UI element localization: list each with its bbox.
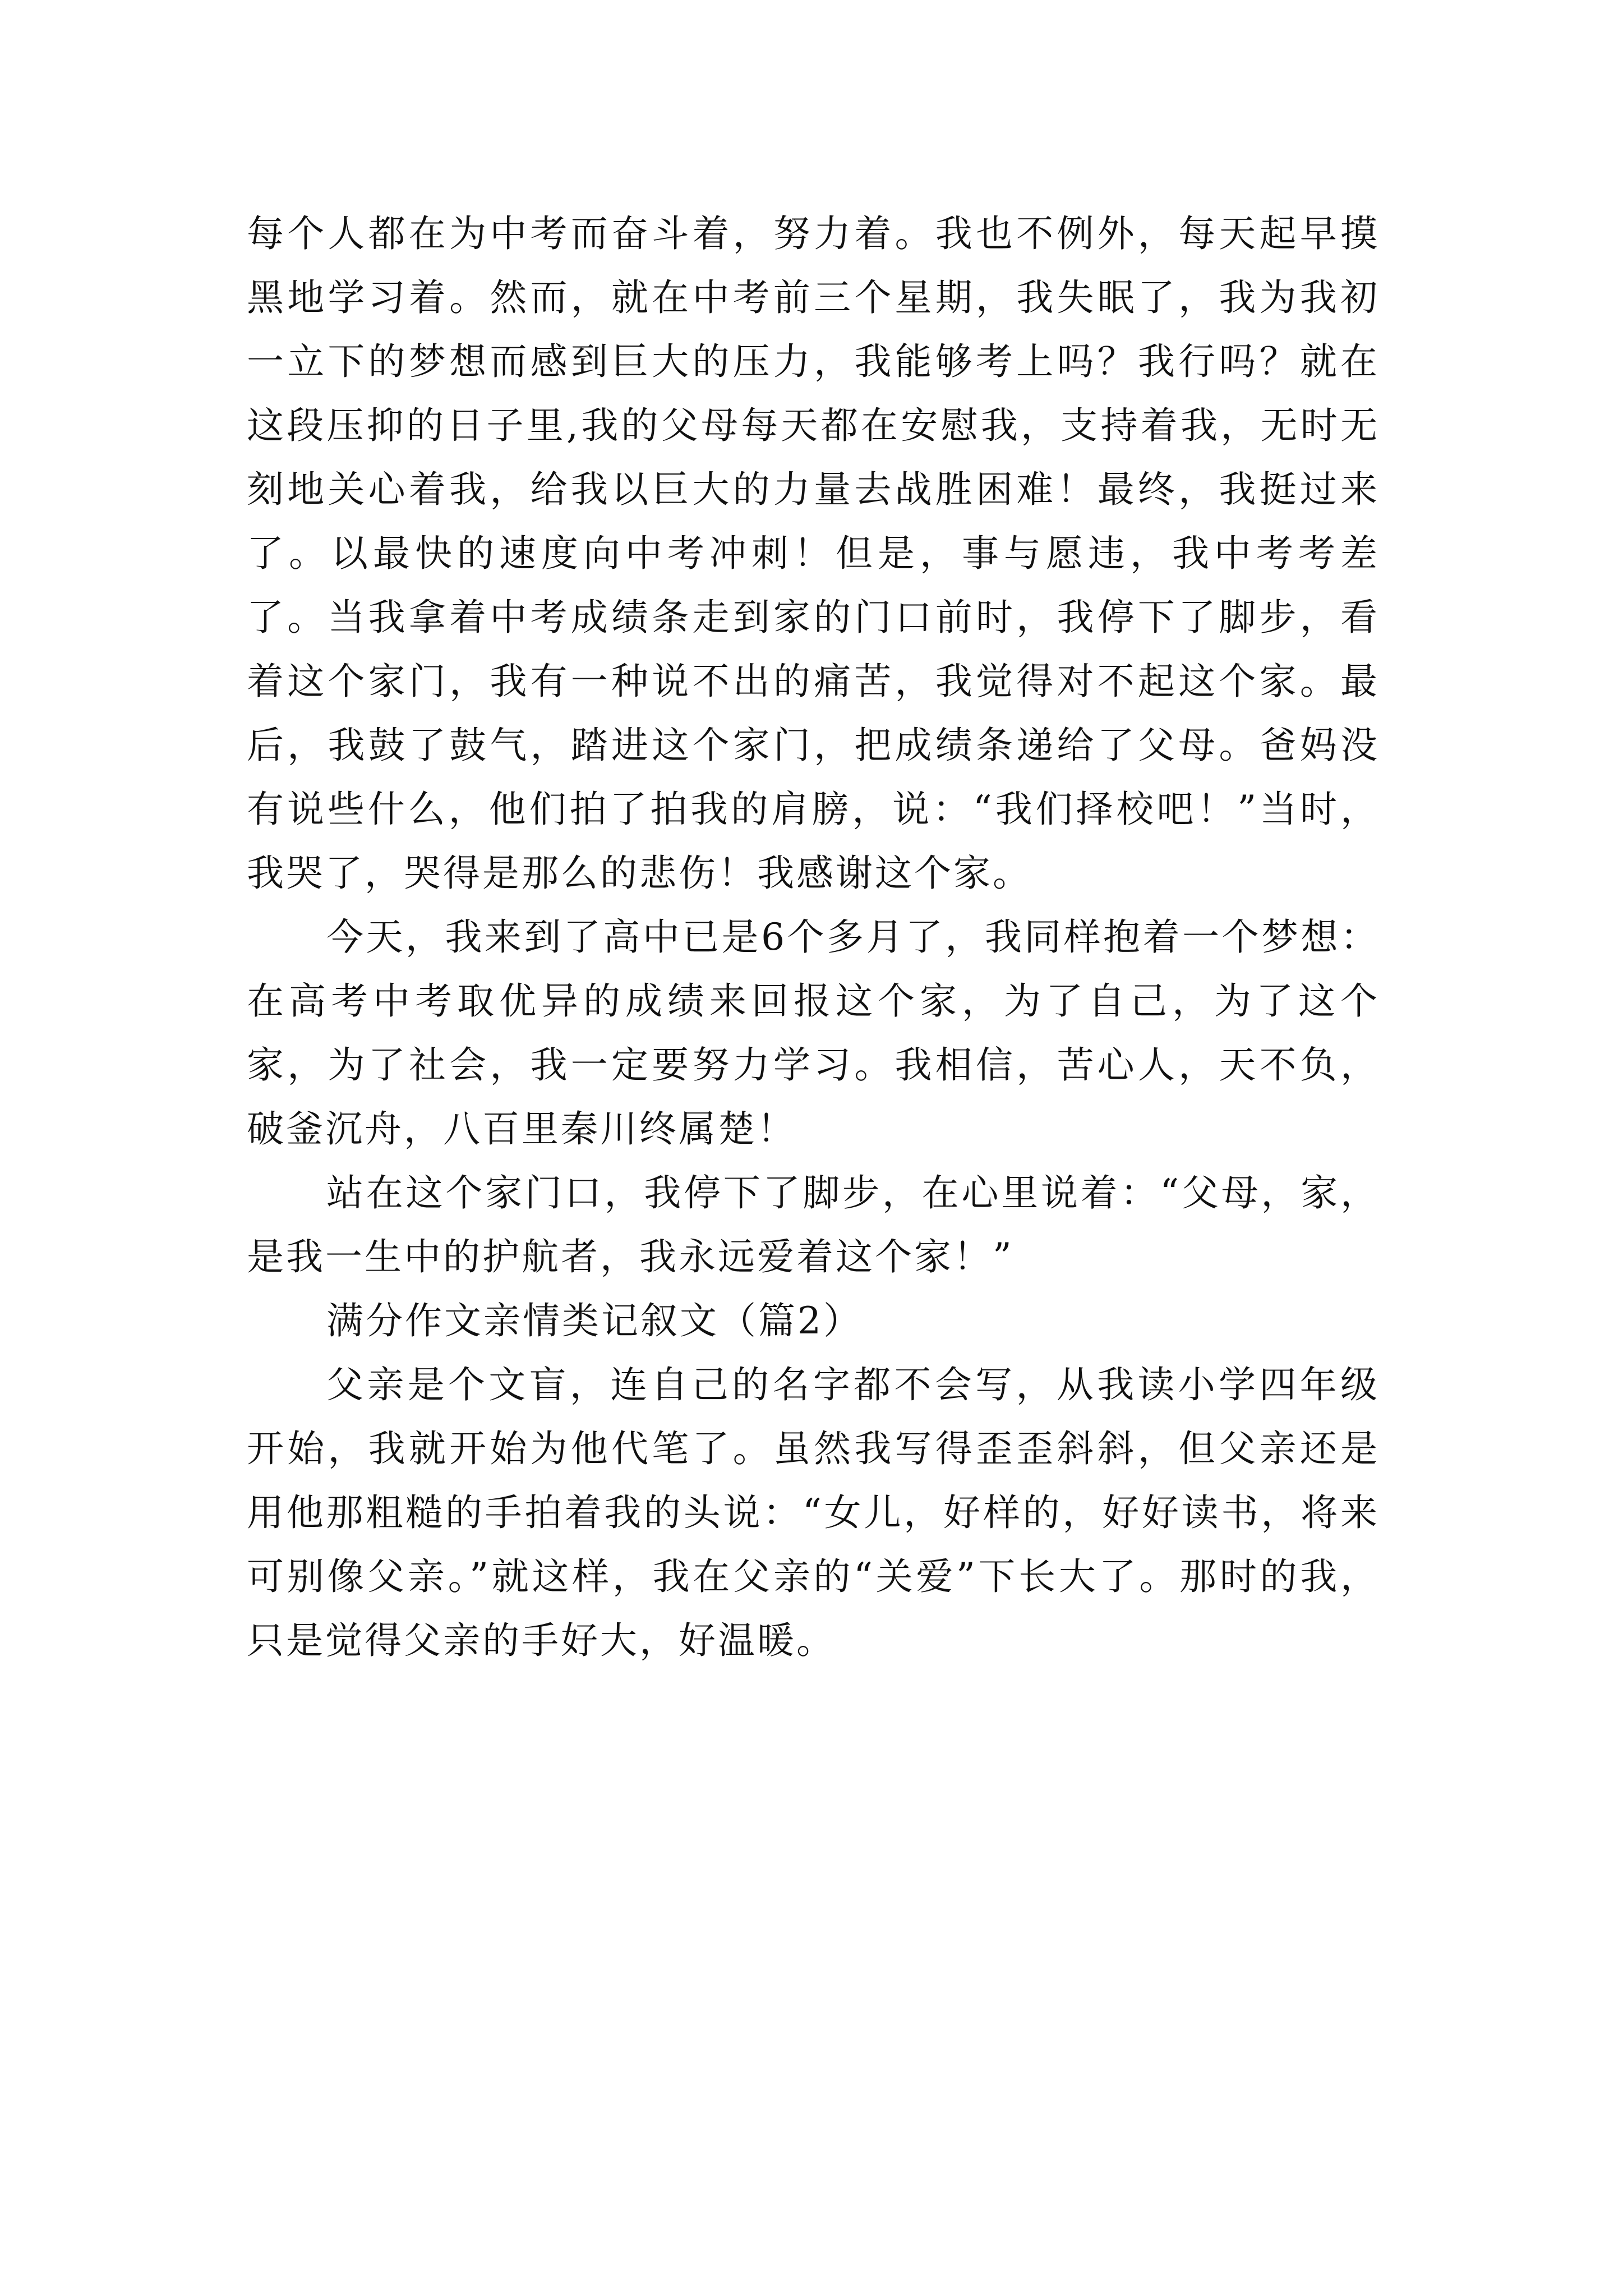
paragraph: 父亲是个文盲，连自己的名字都不会写，从我读小学四年级开始，我就开始为他代笔了。虽然我写得歪歪斜斜，但父亲还是用他那粗糙的手拍着我的头说：“女儿，好样的，好好读书，将来可别像父亲。”就这样，我在父亲的“关爱”下长大了。那时的我，只是觉得父亲的手好大，好温暖。	[247, 1363, 1380, 1662]
paragraph: 站在这个家门口，我停下了脚步，在心里说着：“父母，家，是我一生中的护航者，我永远爱着这个家！”	[247, 1171, 1380, 1278]
section-heading: 满分作文亲情类记叙文（篇2）	[326, 1299, 863, 1342]
paragraph: 每个人都在为中考而奋斗着，努力着。我也不例外，每天起早摸黑地学习着。然而，就在中考前三个星期，我失眠了，我为我初一立下的梦想而感到巨大的压力，我能够考上吗？我行吗？就在这段压抑的日子里,我的父母每天都在安慰我，支持着我，无时无刻地关心着我，给我以巨大的力量去战胜困难！最终，我挺过来了。以最快的速度向中考冲刺！但是，事与愿违，我中考考差了。当我拿着中考成绩条走到家的门口前时，我停下了脚步，看着这个家门，我有一种说不出的痛苦，我觉得对不起这个家。最后，我鼓了鼓气，踏进这个家门，把成绩条递给了父母。爸妈没有说些什么，他们拍了拍我的肩膀，说：“我们择校吧！”当时，我哭了，哭得是那么的悲伤！我感谢这个家。	[247, 212, 1380, 895]
document-body	[247, 202, 1380, 1673]
paragraph: 今天，我来到了高中已是6个多月了，我同样抱着一个梦想：在高考中考取优异的成绩来回报这个家，为了自己，为了这个家，为了社会，我一定要努力学习。我相信，苦心人，天不负，破釜沉舟，八百里秦川终属楚！	[247, 915, 1380, 1151]
